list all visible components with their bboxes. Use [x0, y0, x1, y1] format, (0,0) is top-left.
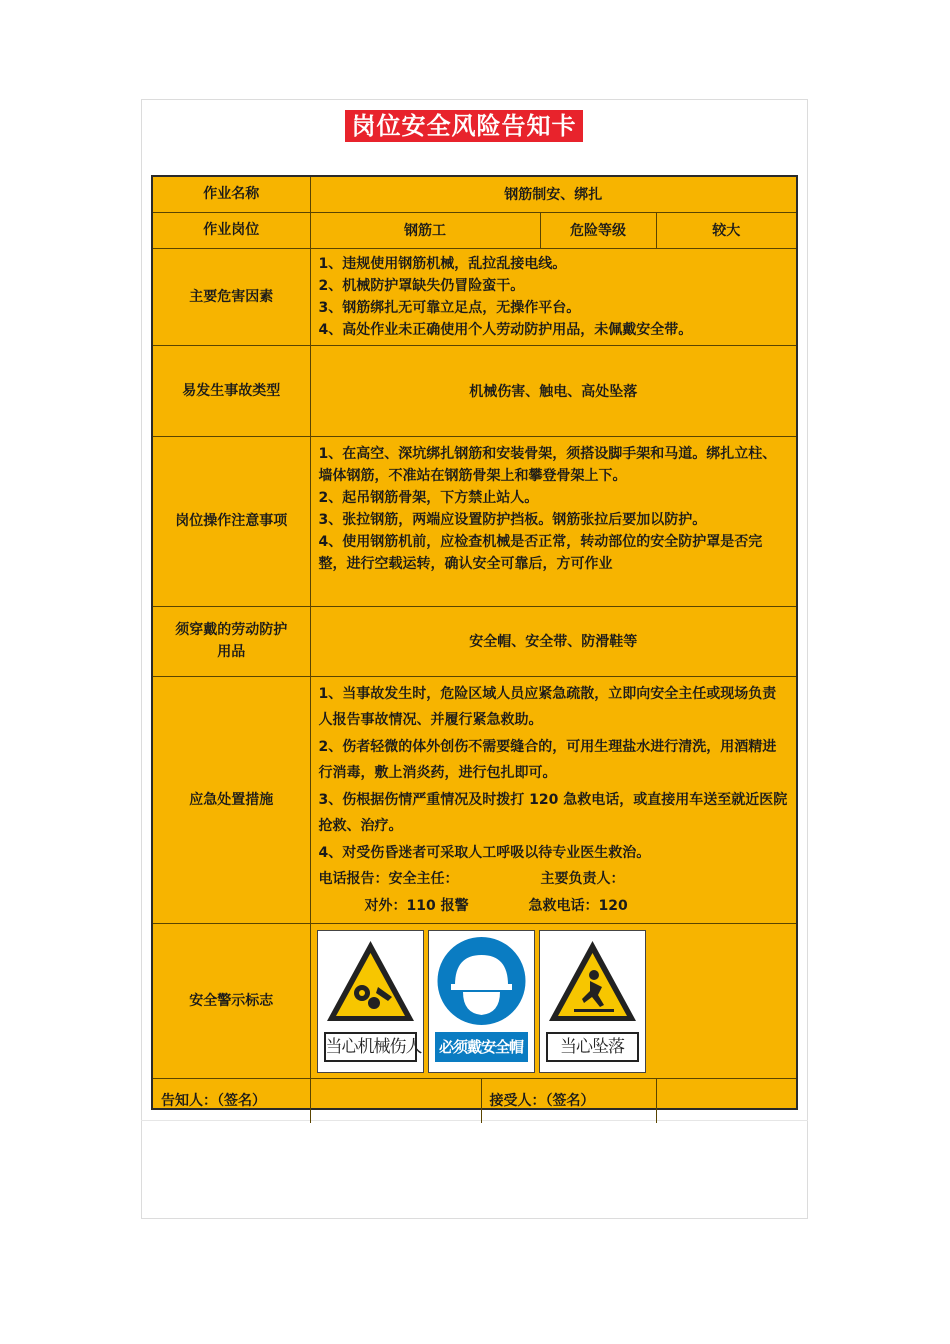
receiver-signature: 接受人：（签名） [481, 1079, 656, 1123]
ppe-value: 安全帽、安全带、防滑鞋等 [310, 606, 796, 676]
hazard-item: 2、机械防护罩缺失仍冒险蛮干。 [318, 277, 525, 294]
signs-cell [310, 924, 796, 1079]
row-job-post [153, 212, 796, 248]
row-signs [153, 924, 796, 1079]
emergency-item: 4、对受伤昏迷者可采取人工呼吸以待专业医生救治。 [318, 844, 651, 861]
machinery-hazard-icon [322, 935, 419, 1027]
precautions-list [310, 436, 796, 606]
informer-signature-field[interactable] [310, 1079, 481, 1123]
row-accidents [153, 345, 796, 436]
first-aid-phone: 急救电话：120 [528, 897, 628, 914]
job-name-value: 钢筋制安、绑扎 [310, 177, 796, 212]
receiver-signature-field[interactable] [656, 1079, 796, 1123]
fall-hazard-icon [544, 935, 641, 1027]
hazard-item: 4、高处作业未正确使用个人劳动防护用品，未佩戴安全带。 [318, 321, 693, 338]
external-phone: 对外：110 报警 [364, 897, 469, 914]
row-emergency [153, 676, 796, 924]
emergency-label: 应急处置措施 [153, 676, 310, 924]
sign-machinery-text: 当心机械伤人 [324, 1032, 417, 1062]
informer-signature: 告知人：（签名） [153, 1079, 310, 1123]
phone-numbers-line [319, 893, 791, 920]
emergency-item: 1、当事故发生时，危险区域人员应紧急疏散，立即向安全主任或现场负责人报告事故情况、并履行紧急救助。 [318, 685, 777, 728]
precaution-item: 2、起吊钢筋骨架，下方禁止站人。 [318, 489, 539, 506]
phone-report: 电话报告：安全主任： [318, 871, 459, 887]
card-title: 岗位安全风险告知卡 [345, 110, 583, 142]
sign-fall [539, 930, 646, 1073]
sign-hard-hat [428, 930, 535, 1073]
hard-hat-icon [433, 935, 530, 1027]
hazard-item: 3、钢筋绑扎无可靠立足点，无操作平台。 [318, 299, 581, 316]
risk-table [153, 177, 796, 1123]
precaution-item: 3、张拉钢筋，两端应设置防护挡板。钢筋张拉后要加以防护。 [318, 511, 707, 528]
precaution-item: 1、在高空、深坑绑扎钢筋和安装骨架，须搭设脚手架和马道。绑扎立柱、墙体钢筋，不准站在钢筋骨架上和攀登骨架上下。 [318, 445, 777, 484]
job-post-label: 作业岗位 [153, 212, 310, 248]
risk-card [151, 175, 798, 1110]
accidents-value: 机械伤害、触电、高处坠落 [310, 345, 796, 436]
emergency-list [310, 676, 796, 924]
precautions-label: 岗位操作注意事项 [153, 436, 310, 606]
hazard-item: 1、违规使用钢筋机械，乱拉乱接电线。 [318, 255, 567, 272]
precaution-item: 4、使用钢筋机前，应检查机械是否正常，转动部位的安全防护罩是否完整，进行空载运转，确认安全可靠后，方可作业 [318, 533, 763, 572]
hazards-list [310, 248, 796, 345]
row-ppe [153, 606, 796, 676]
ppe-label [153, 606, 310, 676]
row-signature [153, 1079, 796, 1123]
row-job-name [153, 177, 796, 212]
emergency-item: 3、伤根据伤情严重情况及时拨打 120 急救电话，或直接用车送至就近医院抢救、治疗。 [318, 791, 788, 834]
ppe-label-line2: 用品 [217, 644, 246, 660]
risk-level-label: 危险等级 [540, 212, 656, 248]
sign-fall-text: 当心坠落 [546, 1032, 639, 1062]
signs-row [311, 930, 797, 1073]
emergency-item: 2、伤者轻微的体外创伤不需要缝合的，可用生理盐水进行清洗，用酒精进行消毒，敷上消炎药，进行包扎即可。 [318, 738, 777, 781]
phone-report-line [319, 866, 791, 893]
row-precautions [153, 436, 796, 606]
sign-hard-hat-text: 必须戴安全帽 [435, 1032, 528, 1062]
sign-machinery [317, 930, 424, 1073]
main-person: 主要负责人： [540, 871, 625, 887]
job-name-label: 作业名称 [153, 177, 310, 212]
hazards-label: 主要危害因素 [153, 248, 310, 345]
signs-label: 安全警示标志 [153, 924, 310, 1079]
job-post-value: 钢筋工 [310, 212, 540, 248]
accidents-label: 易发生事故类型 [153, 345, 310, 436]
row-hazards [153, 248, 796, 345]
ppe-label-line1: 须穿戴的劳动防护 [175, 622, 288, 638]
risk-level-value: 较大 [656, 212, 796, 248]
